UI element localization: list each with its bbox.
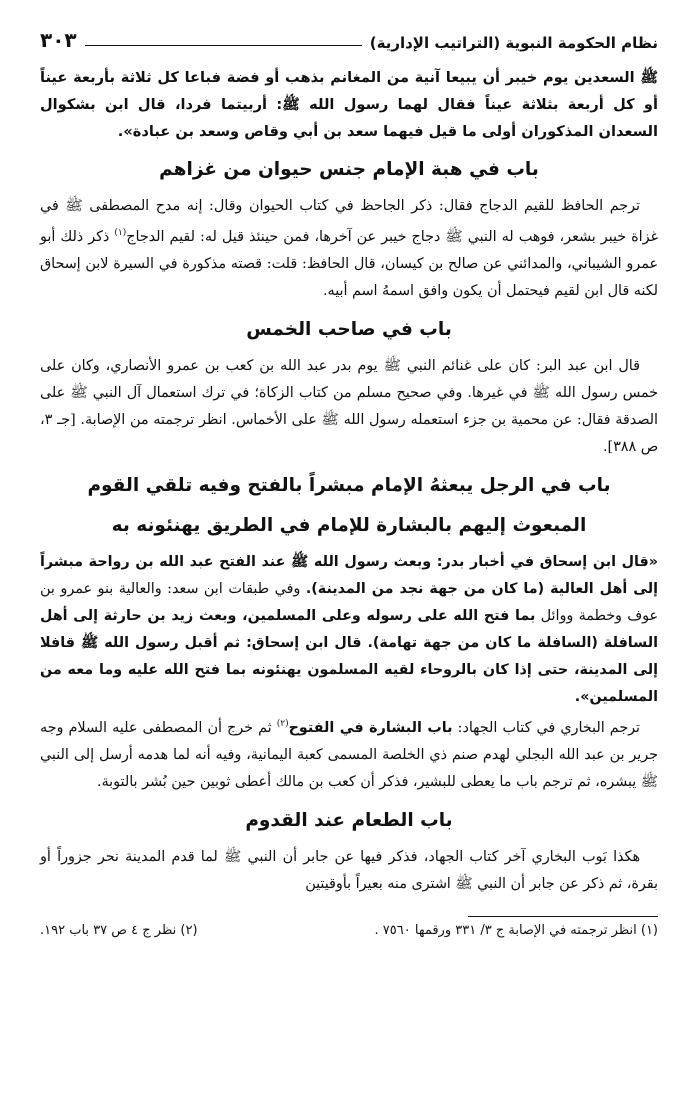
paragraph-food: هكذا بَوب البخاري آخر كتاب الجهاد، فذكر فيها عن جابر أن النبي ﷺ لما قدم المدينة نحر جزوراً أو بقرة، ثم ذكر عن جابر أن النبي ﷺ اشترى منه بعيراً بأوقيتين	[40, 848, 658, 892]
footnote-2: (٢) نظر ج ٤ ص ٣٧ باب ١٩٢.	[40, 922, 198, 938]
page-number: ٣٠٣	[40, 28, 77, 52]
section-heading-messenger-line-2: المبعوث إليهم بالبشارة للإمام في الطريق يهنئونه به	[111, 514, 587, 536]
footnote-rule	[468, 916, 658, 917]
paragraph-khums: قال ابن عبد البر: كان على غنائم النبي ﷺ يوم بدر عبد الله بن كعب بن عمرو الأنصاري، وكان على خمس رسول الله ﷺ في غيرها. وفي صحيح مسلم من كتاب الزكاة؛ في ترك استعمال آل النبي ﷺ على الصدقة فقال: عن محمية بن جزء استعمله رسول الله ﷺ على الأخماس. انظر ترجمته من الإصابة. [جـ ٣، ص ٣٨٨].	[40, 357, 658, 455]
quote-ibn-ishaq-part-2: بما فتح الله على رسوله وعلى المسلمين، وبعث زيد بن حارثة إلى أهل السافلة (السافلة ما كان من جهة تهامة). قال ابن إسحاق: ثم أقبل رسول الله ﷺ قافلا إلى المدينة، حتى إذا كان بالروحاء لقيه المسلمون يهنئونه بما فتح الله عليه وما معه من المسلمين».	[40, 607, 658, 705]
section-heading-messenger-line-1: باب في الرجل يبعثهُ الإمام مبشراً بالفتح وفيه تلقي القوم	[87, 474, 611, 496]
paragraph-luqaym-part-2: ذكر ذلك أبو عمرو الشيباني، والمدائني عن صالح بن كيسان، قال الحافظ: قلت: قصته مذكورة في السيرة لابن إسحاق لكنه قال ابن لقيم فيحتمل أن يكون وافق اسمهُ اسم أبيه.	[40, 228, 658, 299]
running-header	[40, 22, 658, 52]
quote-ibn-saad: وفي طبقات ابن سعد: والعالية بنو عمرو بن عوف وخطمة ووائل	[40, 580, 658, 624]
paragraph-continuation: ﷺ السعدين يوم خيبر أن يبيعا آنية من المغانم بذهب أو فضة فباعا كل ثلاثة بأربعة عيناً أو كل أربعة بثلاثة عيناً فقال لهما رسول الله ﷺ: أربيتما فردا، قال ابن بشكوال السعدان المذكوران أولى ما قيل فيهما سعد بن أبي وقاص وسعد بن عبادة».	[40, 69, 658, 140]
header-rule	[85, 45, 362, 46]
footnote-1: (١) انظر ترجمته في الإصابة ج ٣/ ٣٣١ ورقمها ٧٥٦٠ .	[374, 922, 658, 938]
paragraph-luqaym-part-1: ترجم الحافظ للقيم الدجاج فقال: ذكر الجاحظ في كتاب الحيوان وقال: إنه مدح المصطفى ﷺ في غزاة خيبر بشعر، فوهب له النبي ﷺ دجاج خيبر عن آخرها، فمن حينئذ قيل له: لقيم الدجاج	[40, 198, 658, 245]
section-heading-food-on-arrival: باب الطعام عند القدوم	[245, 809, 453, 831]
footnote-marker-2: (٢)	[276, 718, 289, 729]
section-heading-khums-keeper: باب في صاحب الخمس	[246, 318, 452, 340]
page-body	[40, 64, 658, 938]
running-title: نظام الحكومة النبوية (التراتيب الإدارية)	[369, 34, 658, 52]
paragraph-bukhari-glad-tidings	[40, 711, 658, 796]
footnotes	[40, 923, 658, 938]
section-heading-gift-of-animals: باب في هبة الإمام جنس حيوان من غزاهم	[159, 159, 539, 180]
paragraph-ibn-ishaq	[40, 549, 658, 711]
quote-ibn-ishaq-part-1: «قال ابن إسحاق في أخبار بدر: وبعث رسول الله ﷺ عند الفتح عبد الله بن رواحة مبشراً إلى أهل العالية (ما كان من جهة نجد من المدينة).	[40, 553, 658, 597]
bukhari-chapter-title: باب البشارة في الفتوح	[288, 719, 453, 736]
document-page	[40, 22, 658, 1082]
bukhari-intro: ترجم البخاري في كتاب الجهاد:	[452, 719, 641, 736]
footnote-marker-1: (١)	[114, 228, 127, 238]
paragraph-luqaym	[40, 193, 658, 305]
bukhari-rest: ثم خرج أن المصطفى عليه السلام وجه جرير بن عبد الله البجلي لهدم صنم ذي الخلصة المسمى كعبة اليمانية، وفيه أنه لما هدمه أرسل إلى النبي ﷺ يبشره، ثم ترجم باب ما يعطى للبشير، فذكر أن كعب بن مالك أعطى ثوبين حين بُشر بالتوبة.	[40, 719, 658, 790]
